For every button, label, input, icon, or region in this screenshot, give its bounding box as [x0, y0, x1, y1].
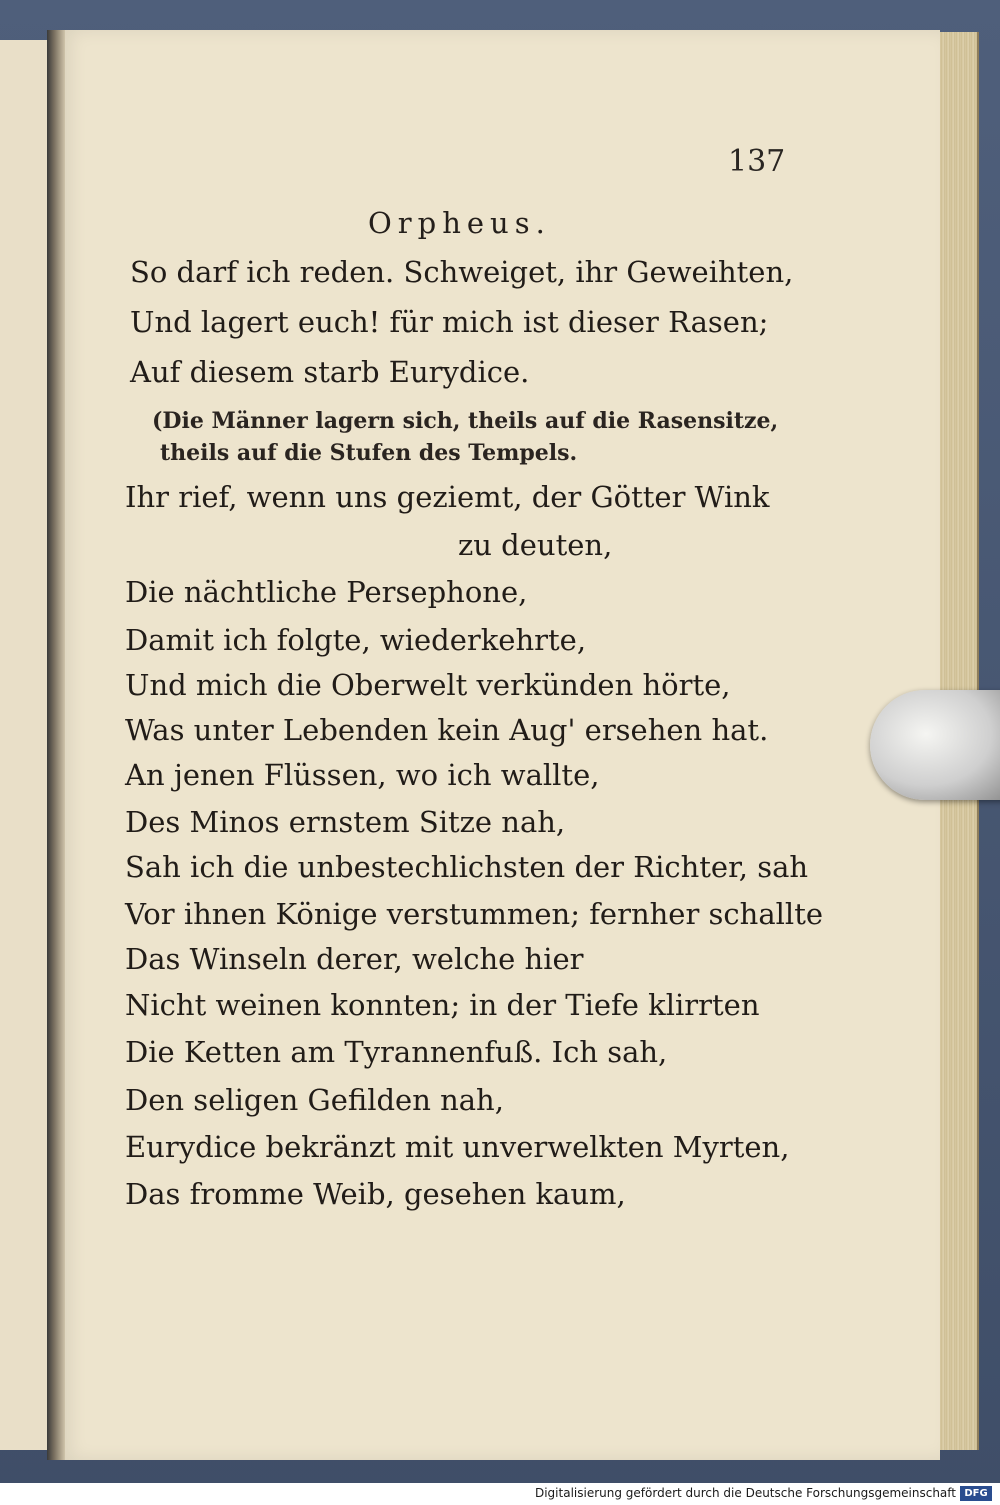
verse-line: Nicht weinen konnten; in der Tiefe klirrten — [125, 988, 760, 1022]
verse-line: Sah ich die unbestechlichsten der Richter, sah — [125, 850, 809, 884]
stage-direction-line: (Die Männer lagern sich, theils auf die Rasensitze, — [152, 408, 779, 434]
text-line: Und lagert euch! für mich ist dieser Rasen; — [130, 305, 769, 339]
text-line: So darf ich reden. Schweiget, ihr Geweihten, — [130, 255, 794, 289]
previous-page-edge — [0, 40, 53, 1450]
page-number: 137 — [728, 144, 786, 179]
page-clip — [870, 690, 1000, 800]
verse-line: Eurydice bekränzt mit unverwelkten Myrten, — [125, 1130, 790, 1164]
verse-line: zu deuten, — [458, 528, 613, 562]
verse-line: Ihr rief, wenn uns geziemt, der Götter Wink — [125, 480, 770, 514]
verse-line: Das fromme Weib, gesehen kaum, — [125, 1177, 626, 1211]
text-line: Auf diesem starb Eurydice. — [130, 355, 530, 389]
verse-line: An jenen Flüssen, wo ich wallte, — [125, 758, 600, 792]
verse-line: Die nächtliche Persephone, — [125, 575, 528, 609]
digitization-credit: Digitalisierung gefördert durch die Deutsche Forschungsgemeinschaft — [534, 1486, 956, 1500]
verse-line: Die Ketten am Tyrannenfuß. Ich sah, — [125, 1035, 668, 1069]
book-gutter — [47, 30, 65, 1460]
verse-line: Den seligen Gefilden nah, — [125, 1083, 504, 1117]
stage-direction-line: theils auf die Stufen des Tempels. — [160, 440, 578, 466]
verse-line: Was unter Lebenden kein Aug' ersehen hat. — [125, 713, 769, 747]
dfg-logo-icon: DFG — [960, 1486, 992, 1501]
verse-line: Das Winseln derer, welche hier — [125, 942, 584, 976]
speaker-heading: Orpheus. — [368, 206, 551, 240]
verse-line: Damit ich folgte, wiederkehrte, — [125, 623, 587, 657]
verse-line: Des Minos ernstem Sitze nah, — [125, 805, 566, 839]
verse-line: Und mich die Oberwelt verkünden hörte, — [125, 668, 731, 702]
verse-line: Vor ihnen Könige verstummen; fernher schallte — [125, 897, 824, 931]
